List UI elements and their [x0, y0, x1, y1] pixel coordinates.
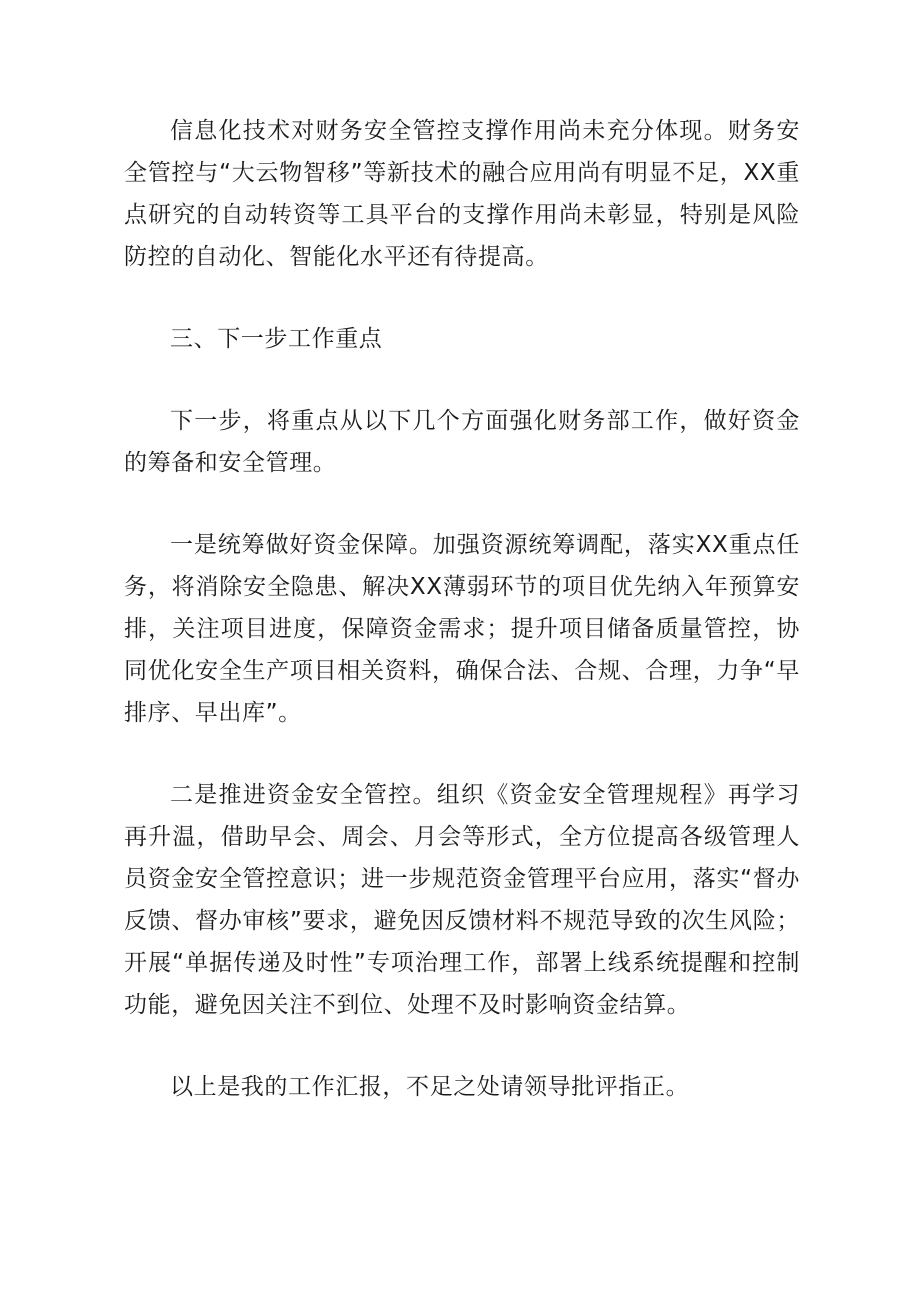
paragraph-fund-security: 二是推进资金安全管控。组织《资金安全管理规程》再学习再升温，借助早会、周会、月会等形式，全方位提高各级管理人员资金安全管控意识；进一步规范资金管理平台应用，落实“督办反馈、督办审核”要求，避免因反馈材料不规范导致的次生风险；开展“单据传递及时性”专项治理工作，部署上线系统提醒和控制功能，避免因关注不到位、处理不及时影响资金结算。	[124, 782, 800, 1018]
paragraph-closing: 以上是我的工作汇报，不足之处请领导批评指正。	[170, 1074, 690, 1100]
paragraph-it-support: 信息化技术对财务安全管控支撑作用尚未充分体现。财务安全管控与“大云物智移”等新技术的融合应用尚有明显不足，XX重点研究的自动转资等工具平台的支撑作用尚未彰显，特别是风险防控的自动化、智能化水平还有待提高。	[124, 118, 800, 270]
paragraph-fund-guarantee: 一是统筹做好资金保障。加强资源统筹调配，落实XX重点任务，将消除安全隐患、解决XX薄弱环节的项目优先纳入年预算安排，关注项目进度，保障资金需求；提升项目储备质量管控，协同优化安全生产项目相关资料，确保合法、合规、合理，力争“早排序、早出库”。	[124, 532, 800, 726]
document-body	[124, 110, 800, 1148]
paragraph-next-steps-intro: 下一步，将重点从以下几个方面强化财务部工作，做好资金的筹备和安全管理。	[124, 408, 800, 476]
section-heading-next-steps: 三、下一步工作重点	[170, 326, 383, 352]
